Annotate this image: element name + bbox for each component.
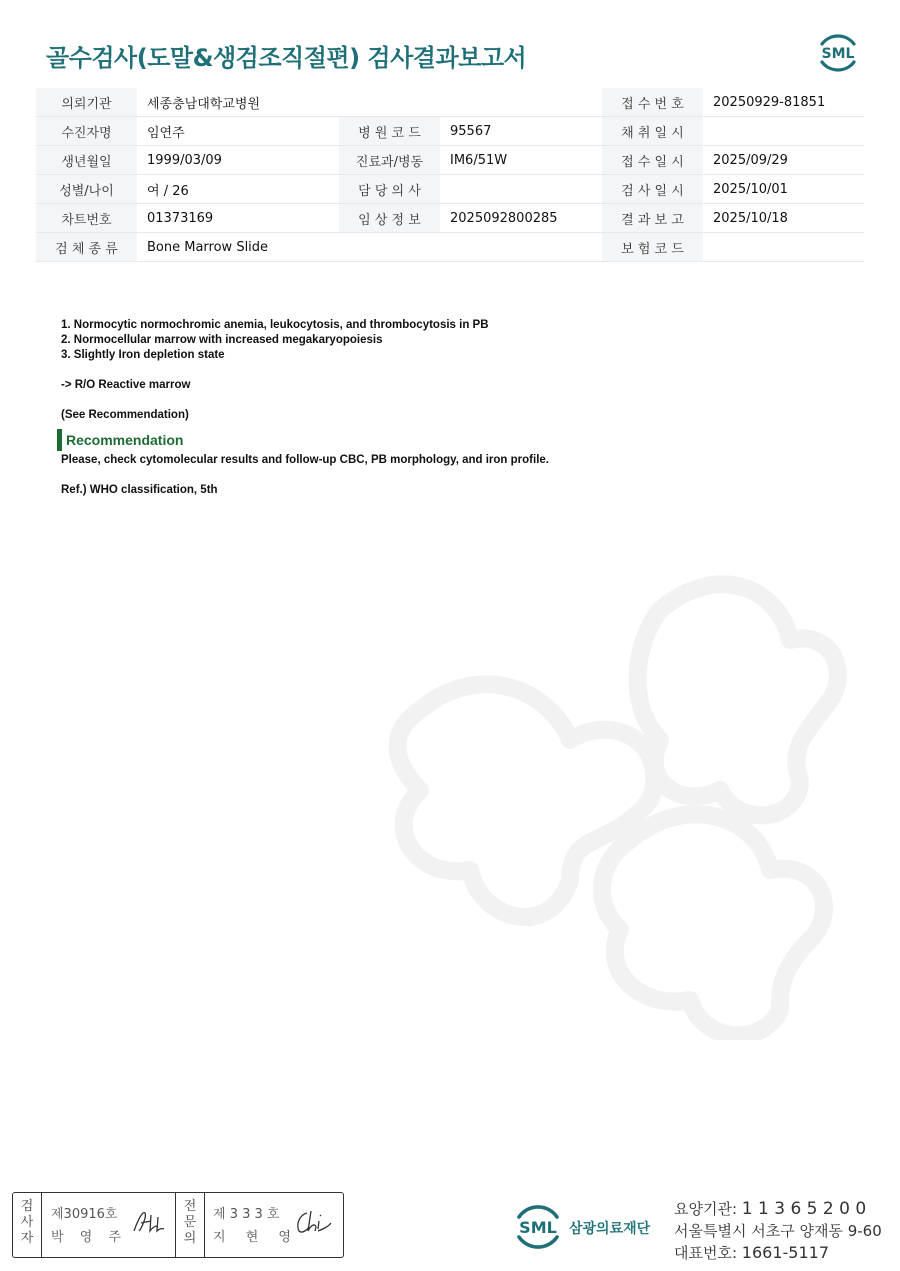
footer-info bbox=[674, 1198, 882, 1264]
report-title: 골수검사(도말&생검조직절편) 검사결과보고서 bbox=[46, 44, 527, 72]
specialist-name: 지 현 영 bbox=[213, 1230, 299, 1245]
diagnosis-block bbox=[61, 318, 489, 423]
info-label: 임 상 정 보 bbox=[339, 204, 440, 233]
reference-text: Ref.) WHO classification, 5th bbox=[61, 484, 218, 496]
info-value: 2025/10/01 bbox=[703, 175, 864, 204]
info-value: 2025092800285 bbox=[440, 204, 602, 233]
info-value bbox=[440, 233, 602, 262]
footer-org-name: 삼광의료재단 bbox=[569, 1221, 651, 1237]
info-label: 생년월일 bbox=[36, 146, 137, 175]
patient-info-table bbox=[36, 88, 864, 262]
specialist-label: 전 문 의 bbox=[183, 1199, 197, 1246]
info-value: 임연주 bbox=[137, 117, 339, 146]
info-value bbox=[703, 117, 864, 146]
footer-code-value: 1 1 3 6 5 2 0 0 bbox=[741, 1199, 867, 1219]
diagnosis-line: 3. Slightly Iron depletion state bbox=[61, 349, 225, 361]
footer-phone-value: 1661-5117 bbox=[741, 1243, 830, 1262]
info-row bbox=[36, 175, 864, 204]
info-label: 접 수 일 시 bbox=[602, 146, 703, 175]
diagnosis-line: -> R/O Reactive marrow bbox=[61, 379, 191, 391]
footer-sml-logo-icon bbox=[510, 1199, 566, 1255]
inspector-signature-icon bbox=[131, 1207, 165, 1237]
info-label: 의뢰기관 bbox=[36, 88, 137, 117]
info-label: 검 체 종 류 bbox=[36, 233, 137, 262]
info-value: 20250929-81851 bbox=[703, 88, 864, 117]
diagnosis-line: 2. Normocellular marrow with increased megakaryopoiesis bbox=[61, 334, 383, 346]
info-label: 검 사 일 시 bbox=[602, 175, 703, 204]
info-label: 병 원 코 드 bbox=[339, 117, 440, 146]
info-row bbox=[36, 204, 864, 233]
info-label bbox=[339, 233, 440, 262]
recommendation-heading: Recommendation bbox=[57, 429, 183, 451]
info-value bbox=[440, 175, 602, 204]
info-label: 진료과/병동 bbox=[339, 146, 440, 175]
footer-address: 서울특별시 서초구 양재동 9-60 bbox=[674, 1222, 882, 1240]
info-value: Bone Marrow Slide bbox=[137, 233, 339, 262]
recommendation-body bbox=[61, 453, 549, 498]
diagnosis-line: (See Recommendation) bbox=[61, 409, 189, 421]
info-value bbox=[440, 88, 602, 117]
info-label: 접 수 번 호 bbox=[602, 88, 703, 117]
info-value: 95567 bbox=[440, 117, 602, 146]
specialist-signature-icon bbox=[293, 1207, 333, 1237]
inspector-license-no: 제30916호 bbox=[51, 1207, 118, 1222]
info-label: 차트번호 bbox=[36, 204, 137, 233]
info-value: 1999/03/09 bbox=[137, 146, 339, 175]
info-row bbox=[36, 117, 864, 146]
info-label: 채 취 일 시 bbox=[602, 117, 703, 146]
diagnosis-line: 1. Normocytic normochromic anemia, leukocytosis, and thrombocytosis in PB bbox=[61, 319, 489, 331]
info-value: 01373169 bbox=[137, 204, 339, 233]
inspector-name: 박 영 주 bbox=[51, 1230, 127, 1245]
diagnosis-line bbox=[61, 393, 489, 408]
recommendation-text: Please, check cytomolecular results and follow-up CBC, PB morphology, and iron profile. bbox=[61, 454, 549, 466]
sml-logo-icon bbox=[814, 30, 862, 76]
info-value: IM6/51W bbox=[440, 146, 602, 175]
info-value bbox=[703, 233, 864, 262]
footer-code-label: 요양기관: bbox=[674, 1200, 738, 1218]
info-value: 세종충남대학교병원 bbox=[137, 88, 339, 117]
info-label: 성별/나이 bbox=[36, 175, 137, 204]
info-value: 2025/09/29 bbox=[703, 146, 864, 175]
info-label: 결 과 보 고 bbox=[602, 204, 703, 233]
footer-phone-label: 대표번호: bbox=[674, 1244, 738, 1262]
logo-text: SML bbox=[821, 46, 855, 62]
info-label: 담 당 의 사 bbox=[339, 175, 440, 204]
info-row bbox=[36, 146, 864, 175]
info-label bbox=[339, 88, 440, 117]
footer-logo-text: SML bbox=[519, 1218, 557, 1237]
specialist-license-no: 제 3 3 3 호 bbox=[213, 1207, 280, 1222]
info-row bbox=[36, 88, 864, 117]
watermark-cross-icon bbox=[360, 550, 860, 1040]
info-label: 수진자명 bbox=[36, 117, 137, 146]
info-row bbox=[36, 233, 864, 262]
signature-box bbox=[12, 1192, 344, 1258]
info-value: 여 / 26 bbox=[137, 175, 339, 204]
info-label: 보 험 코 드 bbox=[602, 233, 703, 262]
info-value: 2025/10/18 bbox=[703, 204, 864, 233]
diagnosis-line bbox=[61, 363, 489, 378]
inspector-label: 검 사 자 bbox=[20, 1199, 34, 1246]
